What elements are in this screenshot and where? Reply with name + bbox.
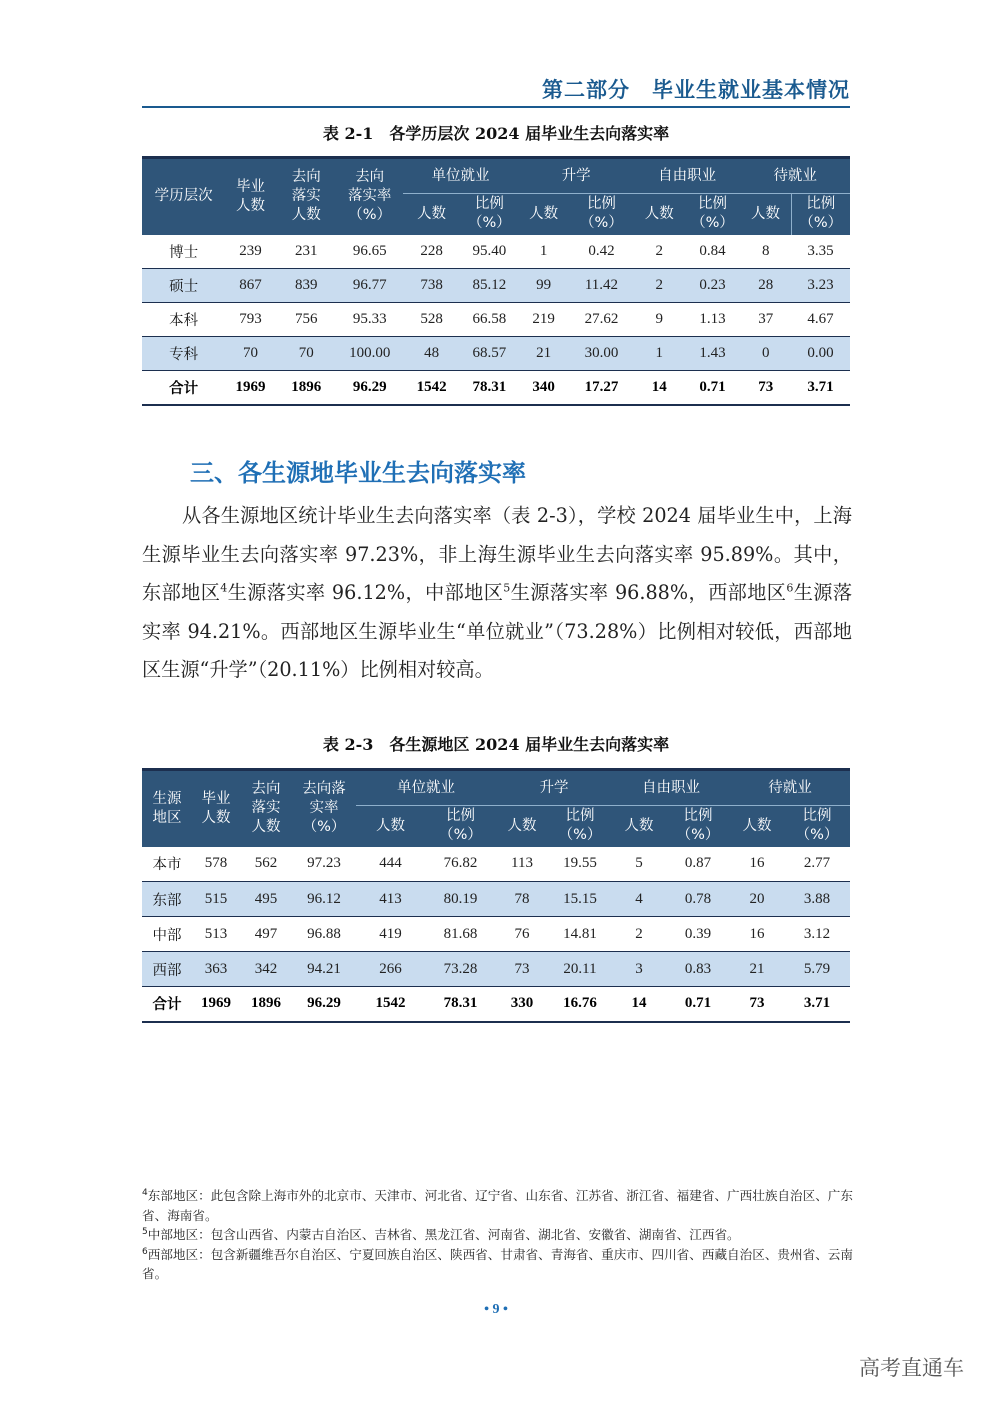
- table-cell: 3.71: [784, 987, 850, 1022]
- header-region: 生源 地区: [142, 770, 192, 847]
- table-cell: 0.83: [666, 952, 730, 987]
- table-cell: 0.71: [685, 371, 741, 405]
- table-cell: 100.00: [337, 337, 403, 371]
- row-label: 硕士: [142, 269, 225, 303]
- row-label: 博士: [142, 235, 225, 269]
- table-row: [142, 303, 850, 337]
- table-cell: 3.88: [784, 882, 850, 917]
- table-cell: 95.33: [337, 303, 403, 337]
- table-cell: 3: [612, 952, 666, 987]
- table2-source-region: [142, 768, 850, 1023]
- table-cell: 19.55: [548, 847, 612, 882]
- header-group-employment: 单位就业: [403, 158, 519, 194]
- table-cell: 68.57: [460, 337, 518, 371]
- table-cell: 96.65: [337, 235, 403, 269]
- header-rate: 去向落 实率 （%）: [292, 770, 356, 847]
- table-cell: 96.88: [292, 917, 356, 952]
- table-cell: 76: [496, 917, 548, 952]
- table1-body: [142, 235, 850, 405]
- table-cell: 28: [740, 269, 791, 303]
- table-cell: 37: [740, 303, 791, 337]
- table-cell: 30.00: [569, 337, 634, 371]
- table-cell: 1542: [356, 987, 425, 1022]
- table-cell: 20: [730, 882, 784, 917]
- table-cell: 9: [634, 303, 685, 337]
- table1-education-level: [142, 156, 850, 406]
- header-count: 人数: [634, 194, 685, 235]
- table-cell: 66.58: [460, 303, 518, 337]
- table-cell: 96.29: [337, 371, 403, 405]
- table-cell: 363: [192, 952, 240, 987]
- table-cell: 78.31: [460, 371, 518, 405]
- header-rate: 去向 落实率 （%）: [337, 158, 403, 235]
- table-cell: 342: [240, 952, 292, 987]
- table-cell: 99: [518, 269, 569, 303]
- table1-caption: 表 2-1 各学历层次 2024 届毕业生去向落实率: [322, 124, 670, 143]
- footnote-ref-6: 6: [786, 581, 794, 595]
- header-ratio: 比例 （%）: [460, 194, 518, 235]
- table-cell: 2: [612, 917, 666, 952]
- table-cell: 80.19: [425, 882, 496, 917]
- table-cell: 562: [240, 847, 292, 882]
- table-cell: 73: [730, 987, 784, 1022]
- table-cell: 8: [740, 235, 791, 269]
- table-cell: 3.12: [784, 917, 850, 952]
- table-cell: 96.12: [292, 882, 356, 917]
- header-group-freelance: 自由职业: [612, 770, 730, 806]
- table-cell: 5: [612, 847, 666, 882]
- footnote-6: $^6$西部地区：包含新疆维吾尔自治区、宁夏回族自治区、陕西省、甘肃省、青海省、重庆市、四川省、西藏自治区、贵州省、云南省。: [142, 1246, 853, 1281]
- table-cell: 515: [192, 882, 240, 917]
- row-label: 合计: [142, 371, 225, 405]
- header-group-further-study: 升学: [496, 770, 612, 806]
- table-cell: 81.68: [425, 917, 496, 952]
- body-paragraph: 从各生源地区统计毕业生去向落实率（表 2-3），学校 2024 届毕业生中，上海生源毕业生去向落实率 97.23%，非上海生源毕业生去向落实率 95.89%。其中，东部地区$^4$生源落实率 96.12%，中部地区$^5$生源落实率 96.88%，西部地区$^6$生源落实率 94.21%。西部地区生源毕业生“单位就业”（73.28%）比例相对较低，西部地区生源“升学”（20.11%）比例相对较高。: [142, 504, 853, 681]
- table-cell: 528: [403, 303, 461, 337]
- header-placed: 去向 落实 人数: [276, 158, 337, 235]
- table-cell: 21: [730, 952, 784, 987]
- table-row: [142, 269, 850, 303]
- table-cell: 78: [496, 882, 548, 917]
- footnote-4: $^4$东部地区：此包含除上海市外的北京市、天津市、河北省、辽宁省、山东省、江苏省、浙江省、福建省、广西壮族自治区、广东省、海南省。: [142, 1187, 853, 1223]
- table-cell: 16: [730, 847, 784, 882]
- table-cell: 2: [634, 269, 685, 303]
- table-cell: 756: [276, 303, 337, 337]
- table-cell: 11.42: [569, 269, 634, 303]
- table-cell: 70: [225, 337, 276, 371]
- header-graduates: 毕业 人数: [225, 158, 276, 235]
- header-graduates: 毕业 人数: [192, 770, 240, 847]
- table2-body: [142, 847, 850, 1022]
- table-cell: 48: [403, 337, 461, 371]
- table-cell: 96.77: [337, 269, 403, 303]
- header-placed: 去向 落实 人数: [240, 770, 292, 847]
- table-cell: 85.12: [460, 269, 518, 303]
- table-cell: 73: [496, 952, 548, 987]
- header-ratio: 比例 （%）: [784, 806, 850, 847]
- table-cell: 513: [192, 917, 240, 952]
- table-cell: 76.82: [425, 847, 496, 882]
- table-cell: 497: [240, 917, 292, 952]
- table-cell: 1896: [276, 371, 337, 405]
- table-cell: 330: [496, 987, 548, 1022]
- table-cell: 239: [225, 235, 276, 269]
- section-heading: 三、各生源地毕业生去向落实率: [190, 459, 526, 487]
- header-ratio: 比例 （%）: [548, 806, 612, 847]
- footnote-ref-5: 5: [503, 581, 511, 595]
- header-count: 人数: [356, 806, 425, 847]
- row-label: 本科: [142, 303, 225, 337]
- header-group-unemployed: 待就业: [730, 770, 850, 806]
- row-label: 合计: [142, 987, 192, 1022]
- table-cell: 4: [612, 882, 666, 917]
- row-label: 中部: [142, 917, 192, 952]
- footnotes: [142, 1186, 857, 1284]
- table-row: [142, 917, 850, 952]
- table-cell: 73.28: [425, 952, 496, 987]
- header-ratio: 比例 （%）: [425, 806, 496, 847]
- section-header-title: 第二部分 毕业生就业基本情况: [542, 78, 850, 102]
- table-cell: 1: [518, 235, 569, 269]
- table-cell: 228: [403, 235, 461, 269]
- header-count: 人数: [496, 806, 548, 847]
- table-row: [142, 337, 850, 371]
- table-row: [142, 847, 850, 882]
- table-cell: 0.39: [666, 917, 730, 952]
- table-cell: 5.79: [784, 952, 850, 987]
- table-cell: 15.15: [548, 882, 612, 917]
- header-ratio: 比例 （%）: [569, 194, 634, 235]
- table-cell: 27.62: [569, 303, 634, 337]
- table-cell: 0.84: [685, 235, 741, 269]
- table-row: [142, 952, 850, 987]
- watermark-text: 高考直通车: [859, 1356, 964, 1380]
- table-cell: 16: [730, 917, 784, 952]
- table-cell: 73: [740, 371, 791, 405]
- table-cell: 495: [240, 882, 292, 917]
- table-cell: 1: [634, 337, 685, 371]
- table-cell: 0.78: [666, 882, 730, 917]
- table-cell: 0.87: [666, 847, 730, 882]
- header-count: 人数: [518, 194, 569, 235]
- header-count: 人数: [740, 194, 791, 235]
- table-row: [142, 882, 850, 917]
- table-cell: 413: [356, 882, 425, 917]
- table-cell: 738: [403, 269, 461, 303]
- table-cell: 578: [192, 847, 240, 882]
- table-cell: 0.42: [569, 235, 634, 269]
- table-cell: 3.35: [791, 235, 850, 269]
- header-group-unemployed: 待就业: [740, 158, 850, 194]
- header-count: 人数: [612, 806, 666, 847]
- table-cell: 2: [634, 235, 685, 269]
- header-divider: [142, 106, 850, 108]
- table-cell: 419: [356, 917, 425, 952]
- footnote-ref-4: 4: [220, 581, 228, 595]
- table2-caption: 表 2-3 各生源地区 2024 届毕业生去向落实率: [322, 735, 670, 754]
- header-ratio: 比例 （%）: [685, 194, 741, 235]
- header-count: 人数: [730, 806, 784, 847]
- table-cell: 94.21: [292, 952, 356, 987]
- table-cell: 0: [740, 337, 791, 371]
- table-cell: 14: [612, 987, 666, 1022]
- table-cell: 95.40: [460, 235, 518, 269]
- header-ratio: 比例 （%）: [791, 194, 850, 235]
- row-label: 东部: [142, 882, 192, 917]
- table-cell: 839: [276, 269, 337, 303]
- header-group-further-study: 升学: [518, 158, 634, 194]
- table-cell: 1542: [403, 371, 461, 405]
- table-cell: 2.77: [784, 847, 850, 882]
- table-row: [142, 235, 850, 269]
- total-row: [142, 987, 850, 1022]
- table-cell: 70: [276, 337, 337, 371]
- table-cell: 1969: [225, 371, 276, 405]
- table-cell: 793: [225, 303, 276, 337]
- row-label: 西部: [142, 952, 192, 987]
- table-cell: 97.23: [292, 847, 356, 882]
- header-count: 人数: [403, 194, 461, 235]
- table-cell: 20.11: [548, 952, 612, 987]
- row-label: 专科: [142, 337, 225, 371]
- table-cell: 4.67: [791, 303, 850, 337]
- table-cell: 444: [356, 847, 425, 882]
- table-cell: 219: [518, 303, 569, 337]
- table-cell: 867: [225, 269, 276, 303]
- row-label: 本市: [142, 847, 192, 882]
- table-cell: 0.23: [685, 269, 741, 303]
- footnote-5: $^5$中部地区：包含山西省、内蒙古自治区、吉林省、黑龙江省、河南省、湖北省、安徽省、湖南省、江西省。: [142, 1226, 740, 1242]
- header-level: 学历层次: [142, 158, 225, 235]
- table-cell: 14.81: [548, 917, 612, 952]
- table-cell: 0.71: [666, 987, 730, 1022]
- table-cell: 3.71: [791, 371, 850, 405]
- table-cell: 1.13: [685, 303, 741, 337]
- table-cell: 17.27: [569, 371, 634, 405]
- header-group-employment: 单位就业: [356, 770, 496, 806]
- table-cell: 14: [634, 371, 685, 405]
- table-cell: 340: [518, 371, 569, 405]
- table-cell: 3.23: [791, 269, 850, 303]
- table-cell: 1896: [240, 987, 292, 1022]
- table-cell: 231: [276, 235, 337, 269]
- table-cell: 16.76: [548, 987, 612, 1022]
- header-group-freelance: 自由职业: [634, 158, 740, 194]
- total-row: [142, 371, 850, 405]
- table-cell: 0.00: [791, 337, 850, 371]
- page-number: • 9 •: [484, 1302, 508, 1317]
- table-cell: 266: [356, 952, 425, 987]
- table-cell: 1969: [192, 987, 240, 1022]
- header-ratio: 比例 （%）: [666, 806, 730, 847]
- table-cell: 96.29: [292, 987, 356, 1022]
- table-cell: 21: [518, 337, 569, 371]
- table-cell: 113: [496, 847, 548, 882]
- table-cell: 78.31: [425, 987, 496, 1022]
- table-cell: 1.43: [685, 337, 741, 371]
